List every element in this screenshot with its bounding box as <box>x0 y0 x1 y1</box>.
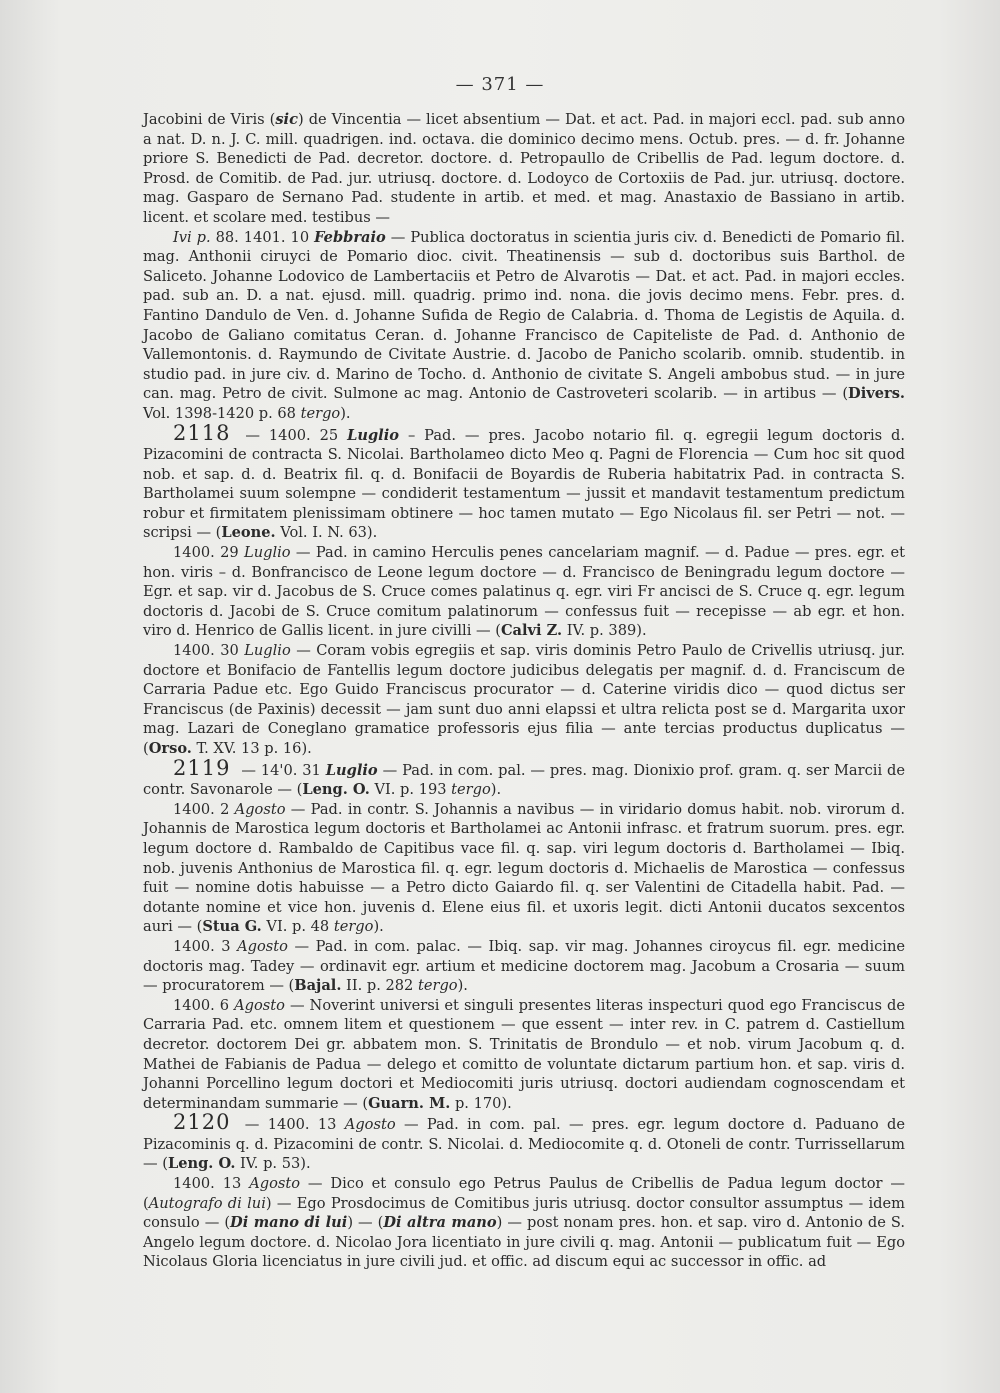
paragraph <box>143 800 905 937</box>
text-segment: ) — Ego Prosdocimus de Comitibus juris utriusq. doctor consultor assumptus — idem consulo — ( <box>143 1194 905 1232</box>
text-segment: ) — ( <box>347 1214 384 1232</box>
text-segment: II. p. 282 <box>341 977 418 995</box>
text-segment: IV. p. 53). <box>235 1155 311 1173</box>
text-segment: Luglio <box>325 761 378 779</box>
text-segment: Calvi Z. <box>500 622 563 640</box>
paragraph <box>143 641 905 759</box>
text-segment: VI. p. 193 <box>369 781 452 799</box>
paragraph <box>143 543 905 641</box>
text-segment: 1400. 2 <box>173 800 235 818</box>
text-segment: T. XV. 13 p. 16). <box>191 740 312 757</box>
text-segment: — 1400. 13 <box>236 1116 345 1134</box>
paragraph <box>143 755 905 800</box>
text-segment: Leng. O. <box>302 781 370 799</box>
text-segment: tergo <box>333 918 374 936</box>
text-segment: 1400. 6 <box>173 996 235 1014</box>
text-segment: — Pad. in com. palac. — Ibiq. sap. vir mag. Johannes ciroycus fil. egr. medicine doctoris mag. Tadey — ordinavit egr. artium et medicine doctorem mag. Jacobum a Crosaria — suum — procuratorem — ( <box>143 937 906 995</box>
paragraph <box>143 996 905 1114</box>
text-segment: tergo <box>417 977 458 995</box>
paragraph <box>143 937 905 996</box>
text-segment: 1400. 29 <box>173 544 245 562</box>
text-segment: Leng. O. <box>167 1155 236 1173</box>
text-segment: Agosto <box>249 1175 300 1193</box>
document-body <box>143 110 905 1272</box>
text-segment: ). <box>490 781 502 799</box>
text-segment: Ivi p. <box>173 228 211 246</box>
text-segment: — Dico et consulo ego Petrus Paulus de Cribellis de Padua legum doctor — ( <box>143 1175 905 1212</box>
document-number: 2118 <box>173 420 231 445</box>
paragraph <box>143 110 905 228</box>
text-segment: VI. p. 48 <box>261 918 334 936</box>
text-segment: ) — post nonam pres. hon. et sap. viro d. Antonio de S. Angelo legum doctore. d. Nicolao Jora licentiato in jure civili q. mag. Antonii — publicatum fuit — Ego Nicolaus Gloria licenciatus in jure civili jud. et offic. ad discum equi ac successor in offic. ad <box>143 1214 905 1271</box>
text-segment: 1400. 13 <box>173 1175 250 1193</box>
text-segment: Orso. <box>148 740 192 757</box>
text-segment: Leone. <box>221 524 276 542</box>
text-segment: — Publica doctoratus in scientia juris civ. d. Benedicti de Pomario fil. mag. Anthonii ciruyci de Pomario dioc. civit. Theatinensis — sub d. doctoribus suis Barthol. de Saliceto. Johanne Lodovico de Lambertaciis et Petro de Alvarotis — Dat. et act. Pad. in majori eccles. pad. sub an. D. a nat. ejusd. mill. quadrig. primo ind. nona. die jovis decimo mens. Febr. pres. d. Fantino Dandulo de Ven. d. Johanne Sufida de Regio de Calabria. d. Thoma de Legistis de Aquila. d. Jacobo de Galiano comitatus Ceran. d. Johanne Francisco de Capiteliste de Pad. d. Anthonio de Vallemontonis. d. Raymundo de Civitate Austrie. d. Jacobo de Panicho scolarib. omnib. studentib. in studio pad. in jure civ. d. Marino de Tocho. d. Anthonio de civitate S. Angeli ambobus stud. — in jure can. mag. Petro de civit. Sulmone ac mag. Antonio de Castroveteri scolarib. — in artibus — ( <box>143 228 905 403</box>
text-segment: — Pad. in camino Herculis penes cancelariam magnif. — d. Padue — pres. egr. et hon. viris – d. Bonfrancisco de Leone legum doctore — d. Francisco de Beningradu legum doctore — Egr. et sap. vir d. Jacobus de S. Cruce comes palatinus q. egr. viri Fr ancisci de S. Cruce q. egr. legum doctoris d. Jacobi de S. Cruce comitum palatinorum — confessus fuit — recepisse — ab egr. et hon. viro d. Henrico de Gallis licent. in jure civilli — ( <box>143 544 905 640</box>
text-segment: Di altra mano <box>383 1214 497 1232</box>
text-segment: – Pad. — pres. Jacobo notario fil. q. egregii legum doctoris d. Pizacomini de contracta S. Nicolai. Bartholameo dicto Meo q. Pagni de Florencia — Cum hoc sit quod nob. et sap. d. d. Beatrix fil. q. d. Bonifacii de Boyardis de Ruberia habitatrix Pad. in contracta S. Bartholamei suum solempne — condiderit testamentum — jussit et mandavit testamentum predictum robur et firmitatem plenissimam obtinere — hoc tamen mutato — Ego Nicolaus fil. ser Petri — not. — scripsi — ( <box>143 426 906 542</box>
text-segment: ) de Vincentia — licet absentium — Dat. et act. Pad. in majori eccl. pad. sub anno a nat. D. n. J. C. mill. quadrigen. ind. octava. die dominico decimo mens. Octub. pres. — d. fr. Johanne priore S. Benedicti de Pad. decretor. doctore. d. Petropaullo de Cribellis de Pad. legum doctore. d. Prosd. de Comitib. de Pad. jur. utriusq. doctore. d. Lodoyco de Cortoxiis de Pad. jur. utriusq. doctore. mag. Gasparo de Sernano Pad. studente in artib. et med. et mag. Anastaxio de Bassiano in artib. licent. et scolare med. testibus — <box>143 111 905 226</box>
text-segment: ). <box>373 918 384 936</box>
text-segment: Di mano di lui <box>230 1214 348 1232</box>
text-segment: Divers. <box>848 385 905 403</box>
text-segment: p. 170). <box>450 1094 512 1112</box>
text-segment: Bajal. <box>294 977 342 995</box>
text-segment: — Pad. in com. pal. — pres. egr. legum doctore d. Paduano de Pizacominis q. d. Pizacomini de contr. S. Nicolai. d. Mediocomite q. d. Otoneli de contr. Turrissellarum — ( <box>143 1116 905 1173</box>
text-segment: 1400. 30 <box>173 642 245 660</box>
text-segment: Agosto <box>237 937 288 955</box>
text-segment: 88. 1401. 10 <box>210 228 315 246</box>
text-segment: Stua G. <box>202 918 262 936</box>
text-segment: — Noverint universi et singuli presentes literas inspecturi quod ego Franciscus de Carraria Pad. etc. omnem litem et questionem — que essent — inter rev. in C. patrem d. Castiellum decretor. doctorem Dei gr. abbatem mon. S. Trinitatis de Brondulo — et nob. virum Jacobum q. d. Mathei de Fabianis de Padua — delego et comitto de voluntate dictarum partium hon. et sap. viris d. Johanni Porcellino legum doctori et Mediocomiti juris utriusq. doctori audiendam cognoscendam et determinandam summarie — ( <box>143 996 905 1112</box>
text-segment: 1400. 3 <box>173 937 238 955</box>
document-number: 2119 <box>173 755 231 780</box>
page-number: — 371 — <box>455 74 545 95</box>
text-segment: — 1400. 25 <box>236 426 348 444</box>
text-segment: Jacobini de Viris ( <box>143 111 276 128</box>
text-segment: — Pad. in contr. S. Johannis a navibus — in viridario domus habit. nob. virorum d. Johannis de Marostica legum doctoris et Bartholamei ac Antonii infrasc. et fratrum suorum. pres. egr. legum doctore d. Rambaldo de Capitibus vace fil. q. sap. viri legum doctoris d. Bartholamei — Ibiq. nob. juvenis Anthonius de Marostica fil. q. egr. legum doctoris d. Michaelis de Marostica — confessus fuit — nomine dotis habuisse — a Petro dicto Gaiardo fil. q. ser Valentini de Citadella habit. Pad. — dotante nomine et vice hon. juvenis d. Elene eius fil. et uxoris legit. dicti Antonii ducatos sexcentos auri — ( <box>143 800 905 936</box>
text-segment: Febbraio <box>314 228 386 246</box>
paragraph <box>143 1110 905 1174</box>
text-segment: Autografo di lui <box>148 1194 266 1212</box>
paragraph <box>143 228 905 424</box>
text-segment: Luglio <box>244 642 291 660</box>
text-segment: tergo <box>300 404 341 422</box>
text-segment: Luglio <box>347 426 400 444</box>
text-segment: Luglio <box>244 544 291 562</box>
paragraph <box>143 420 906 544</box>
text-segment: sic <box>275 111 298 128</box>
text-segment: Vol. I. N. 63). <box>275 524 378 542</box>
text-segment: — 14'0. 31 <box>236 761 326 779</box>
text-segment: Agosto <box>234 800 286 818</box>
document-number: 2120 <box>173 1110 231 1135</box>
text-segment: Vol. 1398-1420 p. 68 <box>143 404 301 422</box>
text-segment: — Pad. in com. pal. — pres. mag. Dionixio prof. gram. q. ser Marcii de contr. Savonarole — ( <box>143 761 905 799</box>
text-segment: Agosto <box>234 996 285 1014</box>
text-segment: Agosto <box>344 1116 396 1134</box>
text-segment: ). <box>457 977 468 995</box>
text-segment: tergo <box>451 781 491 799</box>
text-segment: Guarn. M. <box>368 1094 451 1112</box>
text-segment: — Coram vobis egregiis et sap. viris dominis Petro Paulo de Crivellis utriusq. jur. doctore et Bonifacio de Fantellis legum doctore judicibus delegatis per magnif. d. d. Franciscum de Carraria Padue etc. Ego Guido Franciscus procurator — d. Caterine viridis dico — quod dictus ser Franciscus (de Paxinis) decessit — jam sunt duo anni elapssi et ultra relicta post se d. Margarita uxor mag. Lazari de Coneglano gramatice professoris ejus filia — ante tercias productus duplicatus — ( <box>143 642 905 757</box>
text-segment: ). <box>340 404 351 422</box>
text-segment: IV. p. 389). <box>562 622 647 640</box>
paragraph <box>143 1174 905 1272</box>
